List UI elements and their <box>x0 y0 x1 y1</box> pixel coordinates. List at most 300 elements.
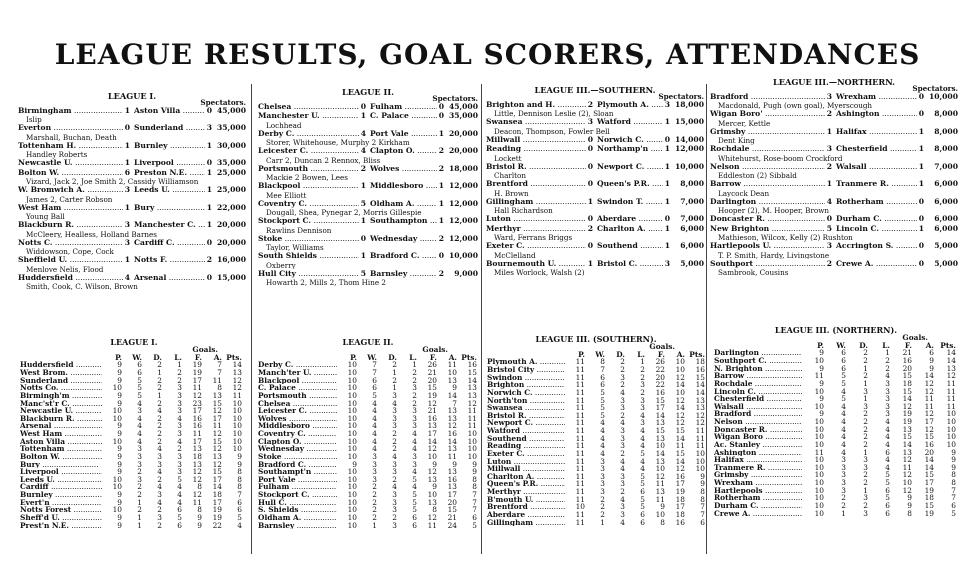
home-side <box>486 180 593 188</box>
table-cell: 19 <box>192 360 202 370</box>
match-line <box>258 217 478 225</box>
home-team-line <box>258 270 366 278</box>
goal-scorers: Hooper (2), M. Hooper, Brown <box>718 207 829 215</box>
home-side <box>18 274 130 282</box>
table-cell: 17 <box>192 436 202 446</box>
table-cell: 4 <box>157 497 162 507</box>
table-row <box>487 397 705 405</box>
table-cell: 5 <box>137 390 142 400</box>
table-row <box>258 453 478 461</box>
table-cell: 6 <box>412 512 417 522</box>
table-cell: 5 <box>412 505 417 515</box>
table-cell: 2 <box>863 417 868 427</box>
table-cell: 10 <box>347 467 357 477</box>
match-line <box>486 163 704 171</box>
table-cell: 9 <box>117 375 122 385</box>
attendance: 12,000 <box>448 234 478 243</box>
away-team: Southend ..... <box>597 242 663 250</box>
table-cell: 4 <box>412 444 417 454</box>
home-team-line <box>710 215 832 223</box>
table-cell: 6 <box>841 363 846 373</box>
home-team-line <box>486 145 593 153</box>
home-score: 1 <box>360 182 366 191</box>
home-side <box>18 186 130 194</box>
away-score: 0 <box>918 215 924 224</box>
table-cell: 4 <box>372 413 377 423</box>
home-team: Bristol R. ..... <box>486 163 586 171</box>
match-line <box>710 260 958 268</box>
table-cell: 8 <box>217 383 222 393</box>
match-line <box>258 182 478 190</box>
table-cell: 3 <box>640 395 645 405</box>
table-cell: 10 <box>347 413 357 423</box>
table-row <box>487 389 705 397</box>
table-cell: 10 <box>347 398 357 408</box>
attendance: 18,000 <box>674 100 704 109</box>
table-row <box>258 369 478 377</box>
table-cell: 11 <box>575 357 585 367</box>
table-cell: 2 <box>157 360 162 370</box>
home-team: Blackpool ..... <box>258 182 359 190</box>
table-cell: 6 <box>600 372 605 382</box>
table-cell: 6 <box>137 368 142 378</box>
team-name: Port Vale ..... <box>258 476 337 484</box>
table-cell: 12 <box>675 410 685 420</box>
table-cell: 3 <box>640 403 645 413</box>
table-cell: 10 <box>467 429 477 439</box>
goal-scorers: Smith, Cook, C. Wilson, Brown <box>26 283 138 291</box>
away-score: 2 <box>438 147 444 156</box>
away-side <box>597 163 704 171</box>
table-cell: 4 <box>841 424 846 434</box>
table-cell: 10 <box>347 360 357 370</box>
table-row <box>714 510 958 518</box>
match-line <box>18 159 246 167</box>
home-score: 0 <box>587 162 593 171</box>
table-cell: 6 <box>841 356 846 366</box>
table-row <box>258 430 478 438</box>
table-cell: 2 <box>137 505 142 515</box>
away-side <box>370 103 478 111</box>
home-side <box>486 242 593 250</box>
header-spacer <box>20 354 102 362</box>
column-rule <box>706 84 707 554</box>
table-cell: 10 <box>814 424 824 434</box>
table-row <box>258 384 478 392</box>
home-team: Barrow ..... <box>710 180 825 188</box>
table-row <box>258 514 478 522</box>
table-cell: 4 <box>392 451 397 461</box>
table-cell: 3 <box>372 467 377 477</box>
match-result <box>258 270 478 287</box>
table-cell: 13 <box>447 482 457 492</box>
table-cell: 11 <box>946 386 956 396</box>
away-team-line <box>597 145 704 153</box>
home-team-line <box>18 221 130 229</box>
away-score: 2 <box>438 164 444 173</box>
table-cell: 3 <box>392 490 397 500</box>
away-side <box>836 260 958 268</box>
attendance: 25,000 <box>216 186 246 195</box>
match-result <box>710 93 958 110</box>
table-cell: 2 <box>620 410 625 420</box>
away-score: 1 <box>918 180 924 189</box>
table-cell: 10 <box>655 464 665 474</box>
away-team: Walsall ..... <box>836 163 917 171</box>
team-name: Chelsea ..... <box>258 400 337 408</box>
goal-scorers: Eddleston (2) Sibbald <box>718 172 797 180</box>
away-team-line <box>836 215 958 223</box>
attendance: 7,000 <box>934 162 958 171</box>
table-row <box>258 499 478 507</box>
home-score: 1 <box>124 106 130 115</box>
home-side <box>486 198 593 206</box>
away-team: Arsenal ..... <box>134 274 205 282</box>
table-cell: 5 <box>472 520 477 530</box>
table-cell: 3 <box>885 386 890 396</box>
table-cell: 9 <box>117 451 122 461</box>
table-cell: 10 <box>347 390 357 400</box>
match-line <box>486 242 704 250</box>
away-team: Manchester C. ..... <box>134 221 205 229</box>
table-cell: 10 <box>347 421 357 431</box>
attendance: 10,000 <box>674 162 704 171</box>
table-cell: 3 <box>372 474 377 484</box>
away-side <box>597 145 704 153</box>
table-cell: 5 <box>885 478 890 488</box>
table-cell: 13 <box>447 467 457 477</box>
table-row <box>714 494 958 502</box>
home-score: 0 <box>360 102 366 111</box>
table-cell: 4 <box>841 386 846 396</box>
home-score: 1 <box>124 159 130 168</box>
table-cell: 9 <box>117 368 122 378</box>
home-score: 1 <box>826 180 832 189</box>
table-cell: 2 <box>863 432 868 442</box>
table-cell: 20 <box>655 372 665 382</box>
table-cell: 3 <box>620 502 625 512</box>
home-side <box>486 163 593 171</box>
table-cell: 2 <box>137 482 142 492</box>
away-score: 0 <box>918 92 924 101</box>
attendance: 6,000 <box>934 224 958 233</box>
results-column <box>258 88 478 287</box>
table-cell: 7 <box>472 490 477 500</box>
match-result <box>486 136 704 144</box>
goal-scorers: Islip <box>26 116 42 124</box>
match-line <box>18 169 246 177</box>
team-name: Brighton ..... <box>487 381 565 389</box>
table-cell: 16 <box>192 413 202 423</box>
home-team-line <box>258 130 366 138</box>
table-cell: 2 <box>372 497 377 507</box>
team-name: Prest'n N.E. ..... <box>20 522 102 530</box>
table-cell: 1 <box>137 512 142 522</box>
home-score: 1 <box>826 127 832 136</box>
team-name: Wednesday ..... <box>258 445 337 453</box>
table-cell: 9 <box>819 378 824 388</box>
table-cell: 11 <box>467 406 477 416</box>
table-cell: 2 <box>600 502 605 512</box>
goal-scorers: Young Ball <box>26 213 65 221</box>
table-cell: 8 <box>907 508 912 518</box>
table-cell: 5 <box>885 493 890 503</box>
table-cell: 11 <box>575 479 585 489</box>
table-row <box>487 480 705 488</box>
table-cell: 12 <box>924 386 934 396</box>
table-cell: 2 <box>157 398 162 408</box>
home-team-line <box>486 136 593 144</box>
match-result <box>18 124 246 141</box>
team-name: Halifax ..... <box>714 456 802 464</box>
team-name: Norwich C. ..... <box>487 389 565 397</box>
table-cell: 10 <box>347 375 357 385</box>
match-result <box>486 242 704 259</box>
table-row <box>258 522 478 530</box>
table-cell: 13 <box>902 424 912 434</box>
home-team: Darlington ..... <box>710 198 825 206</box>
table-cell: 16 <box>192 421 202 431</box>
match-line <box>486 145 704 153</box>
attendance: 9,000 <box>454 269 478 278</box>
table-cell: 7 <box>472 497 477 507</box>
away-team-line <box>370 217 478 225</box>
table-cell: 5 <box>640 471 645 481</box>
home-team: Portsmouth ..... <box>258 165 359 173</box>
table-cell: 4 <box>137 421 142 431</box>
away-team: Wrexham ..... <box>836 93 917 101</box>
home-team: Derby C. ..... <box>258 130 359 138</box>
table-heading: LEAGUE II. <box>342 337 394 347</box>
home-team-line <box>258 147 366 155</box>
column-header: A. <box>925 340 934 350</box>
table-cell: 12 <box>902 401 912 411</box>
home-score: 5 <box>360 199 366 208</box>
table-cell: 1 <box>392 383 397 393</box>
table-cell: 12 <box>212 459 222 469</box>
table-cell: 3 <box>841 462 846 472</box>
table-cell: 1 <box>177 360 182 370</box>
home-team: West Ham ..... <box>18 204 123 212</box>
table-cell: 3 <box>412 413 417 423</box>
away-side <box>597 242 704 250</box>
away-side <box>134 221 246 229</box>
table-cell: 2 <box>177 375 182 385</box>
table-cell: 4 <box>177 436 182 446</box>
home-side <box>486 136 593 144</box>
table-cell: 10 <box>814 462 824 472</box>
table-cell: 4 <box>885 371 890 381</box>
table-cell: 9 <box>452 459 457 469</box>
table-cell: 10 <box>112 474 122 484</box>
table-cell: 4 <box>620 387 625 397</box>
away-team-line <box>134 169 246 177</box>
home-score: 3 <box>124 186 130 195</box>
table-cell: 10 <box>347 520 357 530</box>
table-cell: 9 <box>700 479 705 489</box>
table-cell: 4 <box>177 482 182 492</box>
away-side <box>134 186 246 194</box>
table-cell: 3 <box>600 456 605 466</box>
home-side <box>710 180 832 188</box>
match-result <box>710 225 958 242</box>
away-score: 1 <box>206 203 212 212</box>
table-row <box>714 471 958 479</box>
goal-scorers: McClelland <box>494 251 536 260</box>
table-cell: 1 <box>863 363 868 373</box>
away-team-line <box>370 130 478 138</box>
goal-scorers: Mee Elliott <box>266 191 307 200</box>
attendance: 20,000 <box>216 221 246 230</box>
table-cell: 11 <box>575 494 585 504</box>
table-cell: 9 <box>117 444 122 454</box>
away-score: 1 <box>918 127 924 136</box>
home-team: South Shields ..... <box>258 252 359 260</box>
match-line <box>258 165 478 173</box>
table-cell: 10 <box>112 406 122 416</box>
table-row <box>714 357 958 365</box>
away-side <box>370 182 478 190</box>
home-team-line <box>18 107 130 115</box>
goal-scorers: T. P. Smith, Hardy, Livingstone <box>718 251 830 260</box>
team-name: Notts Co. ..... <box>20 384 102 392</box>
table-cell: 14 <box>695 380 705 390</box>
home-score: 3 <box>124 221 130 230</box>
away-side <box>836 215 958 223</box>
attendance: 10,000 <box>448 252 478 261</box>
match-line <box>486 198 704 206</box>
home-side <box>18 239 130 247</box>
column-header: F. <box>429 352 437 362</box>
goal-scorers: Whitehurst, Rose-boom Crockford <box>718 154 843 163</box>
table-cell: 17 <box>655 403 665 413</box>
away-team-line <box>134 107 246 115</box>
match-result <box>258 103 478 111</box>
table-cell: 18 <box>695 357 705 367</box>
home-side <box>486 118 593 126</box>
table-cell: 10 <box>946 432 956 442</box>
table-cell: 10 <box>655 441 665 451</box>
table-cell: 2 <box>412 398 417 408</box>
home-side <box>258 147 366 155</box>
home-score: 5 <box>360 269 366 278</box>
away-team-line <box>134 204 246 212</box>
table-cell: 10 <box>112 436 122 446</box>
goal-scorers: Oxberry <box>266 261 296 270</box>
table-row <box>714 487 958 495</box>
table-cell: 3 <box>600 471 605 481</box>
table-cell: 6 <box>885 508 890 518</box>
team-name: Grimsby ..... <box>714 471 802 479</box>
goals-label: Goals. <box>649 342 675 352</box>
away-score: 1 <box>206 221 212 230</box>
table-cell: 4 <box>412 467 417 477</box>
match-result <box>710 215 958 223</box>
table-row <box>20 377 248 385</box>
table-cell: 5 <box>640 494 645 504</box>
away-side <box>370 147 478 155</box>
home-team: Tottenham H. ..... <box>18 142 123 150</box>
table-cell: 4 <box>885 439 890 449</box>
away-team: Leeds U. ..... <box>134 186 205 194</box>
table-cell: 2 <box>600 494 605 504</box>
goal-scorers: H. Brown <box>494 189 529 198</box>
table-cell: 19 <box>212 512 222 522</box>
table-cell: 4 <box>237 520 242 530</box>
table-cell: 2 <box>863 371 868 381</box>
match-line <box>710 110 958 118</box>
away-team: Rotherham ..... <box>836 198 917 206</box>
match-line <box>486 101 704 109</box>
table-cell: 6 <box>640 487 645 497</box>
column-header: P. <box>578 349 585 359</box>
column-header: Pts. <box>226 352 242 362</box>
team-name: Southampt'n ..... <box>258 468 337 476</box>
attendance: 45,000 <box>216 106 246 115</box>
away-team: Charlton A. ..... <box>597 225 663 233</box>
away-score: 1 <box>206 141 212 150</box>
away-score: 3 <box>664 259 670 268</box>
away-team: Queen's P.R. ..... <box>597 180 663 188</box>
away-team-line <box>134 159 246 167</box>
table-row <box>714 349 958 357</box>
home-team-line <box>486 101 593 109</box>
table-cell: 10 <box>814 401 824 411</box>
away-team-line <box>134 124 246 132</box>
table-cell: 11 <box>575 464 585 474</box>
away-team-line <box>836 110 958 118</box>
table-cell: 5 <box>137 375 142 385</box>
away-team: Tranmere R. ..... <box>836 180 917 188</box>
table-cell: 4 <box>157 467 162 477</box>
team-name: Luton ..... <box>487 458 565 466</box>
home-score: 0 <box>587 180 593 189</box>
home-team-line <box>486 260 593 268</box>
away-team-line <box>134 239 246 247</box>
table-cell: 4 <box>177 490 182 500</box>
home-score: 0 <box>587 135 593 144</box>
goals-label: Goals. <box>422 345 448 355</box>
home-team: Birmingham ..... <box>18 107 123 115</box>
table-cell: 13 <box>447 375 457 385</box>
table-cell: 5 <box>412 490 417 500</box>
table-cell: 2 <box>137 490 142 500</box>
home-team-line <box>710 93 832 101</box>
away-side <box>597 136 704 144</box>
table-cell: 3 <box>137 451 142 461</box>
table-cell: 3 <box>863 455 868 465</box>
away-score: 2 <box>206 256 212 265</box>
team-name: Nelson ..... <box>714 418 802 426</box>
away-team-line <box>836 180 958 188</box>
match-line <box>710 198 958 206</box>
goal-scorers: Howarth 2, Mills 2, Thom Hine 2 <box>266 279 386 287</box>
table-cell: 6 <box>600 380 605 390</box>
spectators-label: Spectators. <box>658 91 704 101</box>
attendance: 35,000 <box>216 159 246 168</box>
goal-scorers: Charlton <box>494 172 526 180</box>
team-name: Oldham A. ..... <box>258 514 337 522</box>
table-cell: 11 <box>467 421 477 431</box>
home-team: Reading ..... <box>486 145 586 153</box>
table-cell: 6 <box>412 520 417 530</box>
table-cell: 2 <box>620 487 625 497</box>
table-cell: 4 <box>157 406 162 416</box>
table-cell: 2 <box>177 444 182 454</box>
table-cell: 15 <box>212 436 222 446</box>
table-cell: 12 <box>902 470 912 480</box>
table-cell: 20 <box>924 447 934 457</box>
